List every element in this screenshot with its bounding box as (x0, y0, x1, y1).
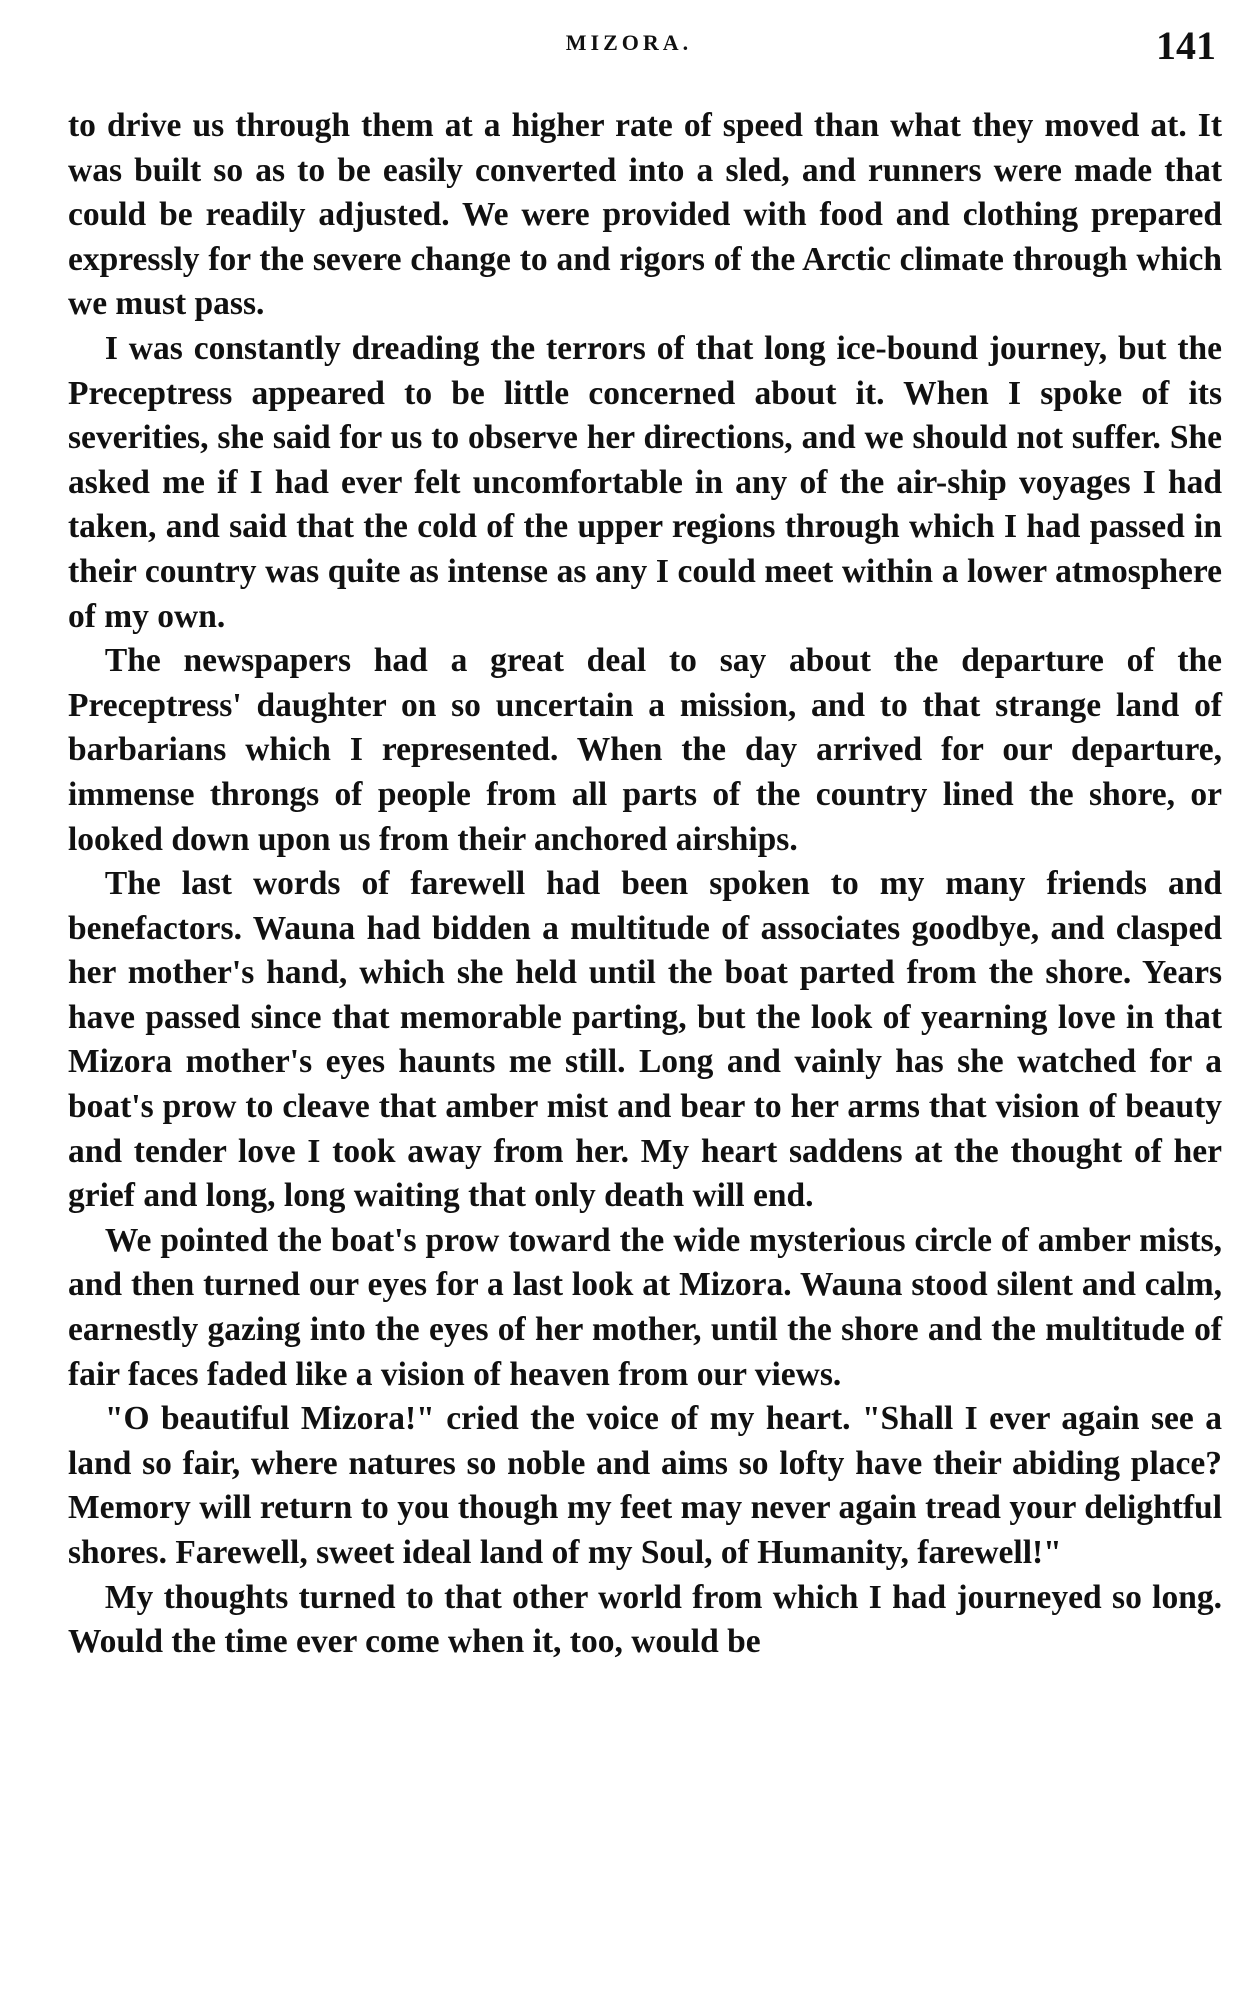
paragraph-6: "O beautiful Mizora!" cried the voice of my heart. "Shall I ever again see a land so fair, where natures so noble and aims so lofty have their abiding place? Memory will return to you though my feet may never again tread your delightful shores. Farewell, sweet ideal land of my Soul, of Humanity, farewell!" (68, 1400, 1222, 1571)
page-number: 141 (1156, 23, 1216, 68)
paragraph-5: We pointed the boat's prow toward the wide mysterious circle of amber mists, and then turned our eyes for a last look at Mizora. Wauna stood silent and calm, earnestly gazing into the eyes of her mother, until the shore and the multitude of fair faces faded like a vision of heaven from our views. (68, 1221, 1222, 1393)
paragraph-2: I was constantly dreading the terrors of that long ice-bound journey, but the Preceptress appeared to be little concerned about it. When I spoke of its severities, she said for us to observe her directions, and we should not suffer. She asked me if I had ever felt uncomfortable in any of the air-ship voyages I had taken, and said that the cold of the upper regions through which I had passed in their country was quite as intense as any I could meet within a lower atmosphere of my own. (68, 329, 1222, 635)
running-head (0, 18, 1258, 78)
body-text (68, 104, 1222, 1665)
paragraph-1: to drive us through them at a higher rate of speed than what they moved at. It was built so as to be easily converted into a sled, and runners were made that could be readily adjusted. We were provided with food and clothing prepared expressly for the severe change to and rigors of the Arctic climate through which we must pass. (68, 107, 1222, 323)
paragraph-7: My thoughts turned to that other world from which I had journeyed so long. Would the time ever come when it, too, would be (68, 1578, 1222, 1661)
running-title: MIZORA. (565, 30, 693, 55)
paragraph-4: The last words of farewell had been spoken to my many friends and benefactors. Wauna had bidden a multitude of associates goodbye, and clasped her mother's hand, which she held until the boat parted from the shore. Years have passed since that memorable parting, but the look of yearning love in that Mizora mother's eyes haunts me still. Long and vainly has she watched for a boat's prow to cleave that amber mist and bear to her arms that vision of beauty and tender love I took away from her. My heart saddens at the thought of her grief and long, long waiting that only death will end. (68, 865, 1222, 1215)
paragraph-3: The newspapers had a great deal to say about the departure of the Preceptress' daughter on so uncertain a mission, and to that strange land of barbarians which I represented. When the day arrived for our departure, immense throngs of people from all parts of the country lined the shore, or looked down upon us from their anchored airships. (68, 642, 1222, 858)
